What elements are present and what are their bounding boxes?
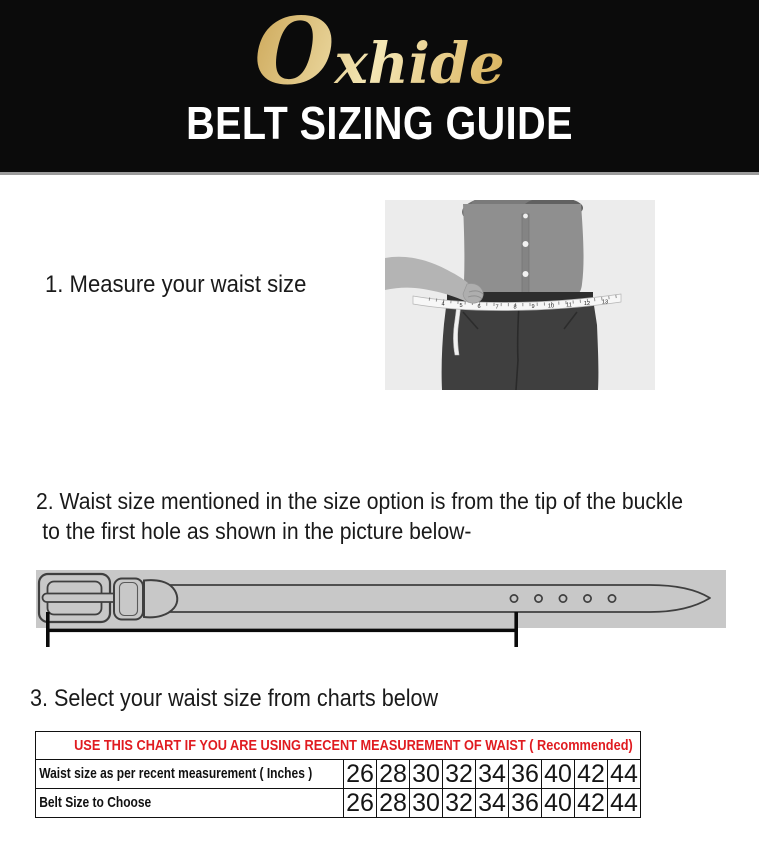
belt-measurement-diagram (0, 555, 759, 655)
belt-size-value: 36 (509, 789, 542, 818)
waist-size-value: 26 (344, 760, 377, 789)
belt-size-value: 40 (542, 789, 575, 818)
waist-size-value: 40 (542, 760, 575, 789)
svg-text:5: 5 (459, 302, 463, 309)
svg-text:6: 6 (477, 303, 481, 310)
belt-keeper (114, 579, 143, 620)
belt-size-row (36, 789, 641, 818)
belt-size-value: 34 (476, 789, 509, 818)
waist-size-value: 36 (509, 760, 542, 789)
belt-strap (150, 585, 710, 612)
step-2-line-1: 2. Waist size mentioned in the size option is from the tip of the buckle (36, 488, 683, 514)
waist-size-value: 32 (443, 760, 476, 789)
belt-size-value: 26 (344, 789, 377, 818)
belt-size-row-label-cell (36, 789, 344, 818)
waist-measurement-photo (385, 200, 655, 390)
waist-size-value: 34 (476, 760, 509, 789)
belt-size-value: 30 (410, 789, 443, 818)
step-2-instruction (36, 486, 683, 546)
svg-text:8: 8 (513, 304, 517, 311)
belt-size-value: 44 (608, 789, 641, 818)
shirt-button (523, 241, 529, 247)
size-chart-table (35, 731, 641, 818)
waist-size-row (36, 760, 641, 789)
step-3-instruction: 3. Select your waist size from charts below (30, 685, 439, 712)
shirt (462, 200, 584, 299)
waist-size-value: 44 (608, 760, 641, 789)
chart-note-cell (36, 732, 641, 760)
svg-text:4: 4 (441, 301, 445, 308)
brand-header (0, 0, 759, 175)
page-title: BELT SIZING GUIDE (186, 97, 573, 149)
trousers (442, 299, 599, 390)
belt-size-value: 42 (575, 789, 608, 818)
waist-size-value: 30 (410, 760, 443, 789)
belt-size-row-label: Belt Size to Choose (39, 794, 152, 811)
shirt-button (523, 214, 528, 219)
svg-text:13: 13 (601, 299, 609, 306)
svg-text:10: 10 (547, 303, 555, 310)
step-1-instruction: 1. Measure your waist size (45, 271, 307, 298)
svg-text:7: 7 (495, 304, 499, 311)
svg-text:9: 9 (531, 304, 535, 311)
step-2-line-2: to the first hole as shown in the picture below- (42, 518, 472, 544)
svg-text:12: 12 (583, 301, 591, 308)
belt-size-value: 28 (377, 789, 410, 818)
chart-recommendation-note: USE THIS CHART IF YOU ARE USING RECENT MEASUREMENT OF WAIST ( Recommended) (74, 737, 633, 754)
shirt-button (523, 271, 529, 277)
waist-size-row-label-cell (36, 760, 344, 789)
svg-text:11: 11 (566, 302, 572, 309)
waist-size-row-label: Waist size as per recent measurement ( Inches ) (39, 765, 313, 782)
brand-logo: Oxhide (0, 12, 759, 92)
waist-size-value: 28 (377, 760, 410, 789)
chart-note-row (36, 732, 641, 760)
belt-size-value: 32 (443, 789, 476, 818)
waist-size-value: 42 (575, 760, 608, 789)
